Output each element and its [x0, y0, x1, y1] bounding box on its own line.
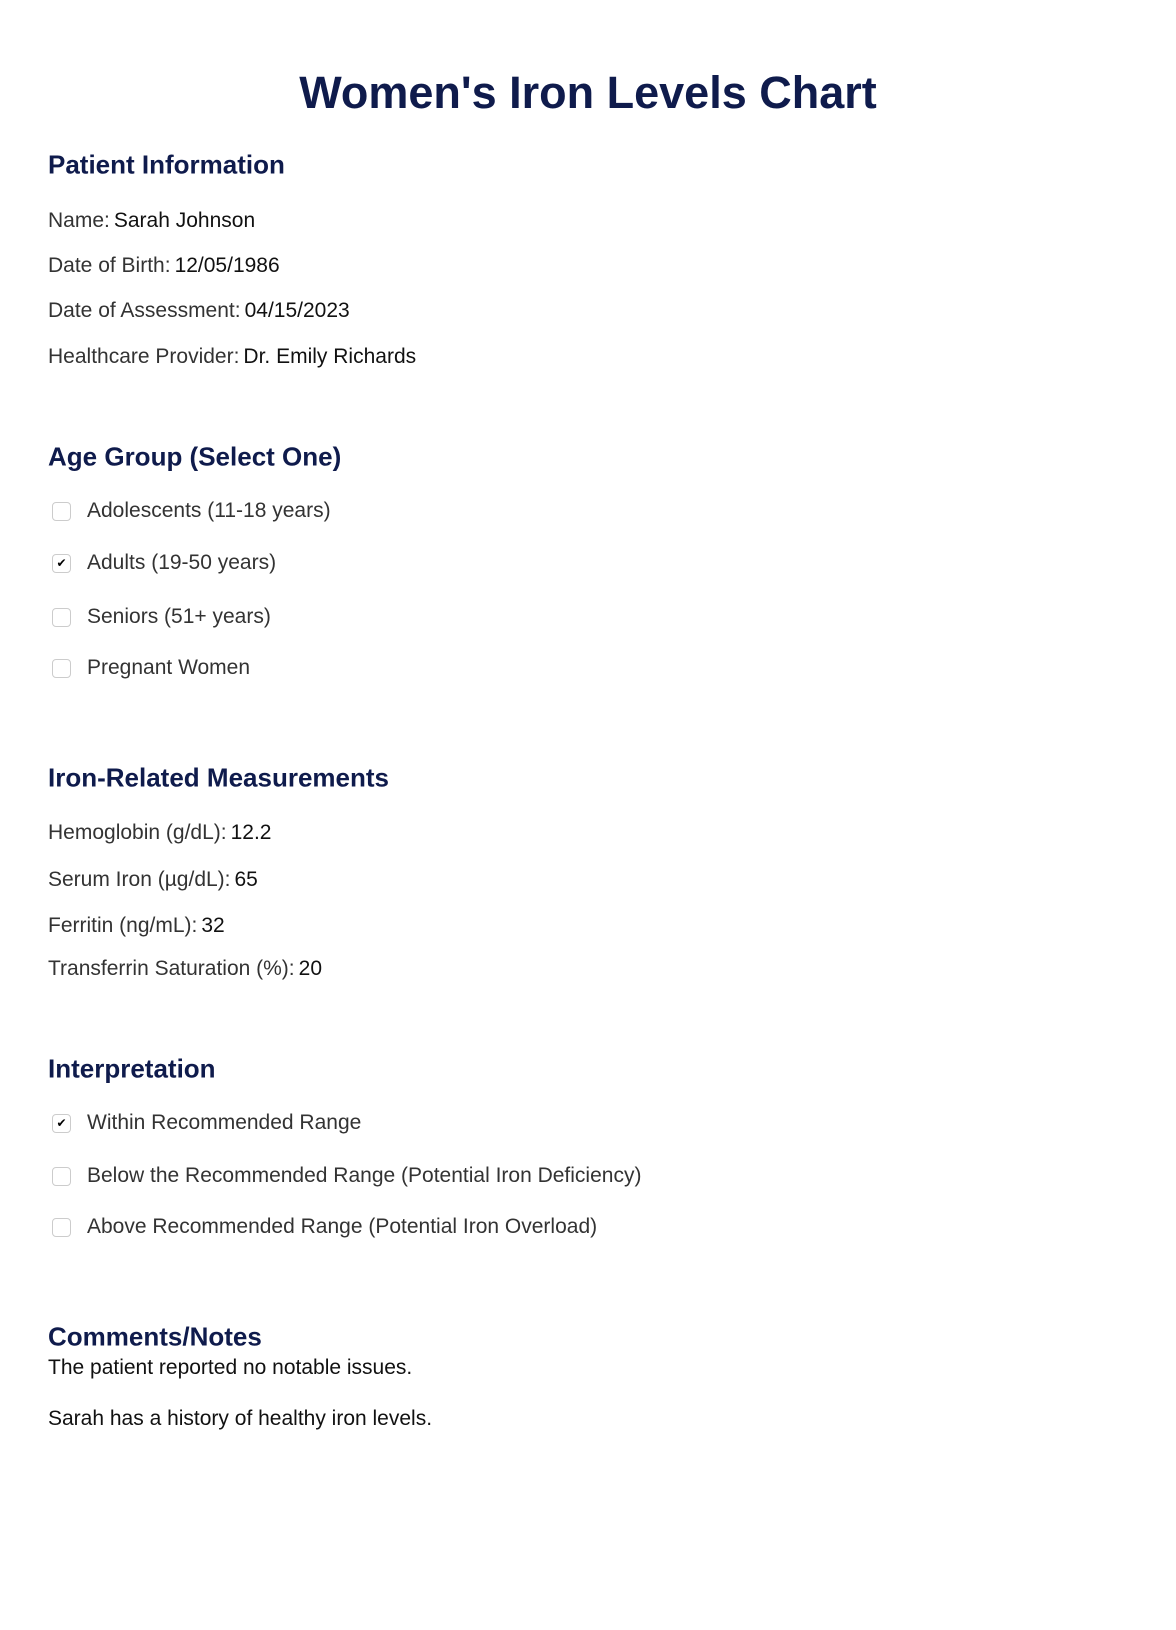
field-value[interactable]: 12.2: [230, 821, 272, 844]
check-icon: ✔: [56, 556, 67, 570]
check-icon: ✔: [56, 1116, 67, 1130]
option-label: Within Recommended Range: [87, 1111, 362, 1134]
field-serum-iron: [48, 868, 258, 892]
option-label: Below the Recommended Range (Potential Iron Deficiency): [87, 1164, 642, 1187]
age-option-pregnant[interactable]: [48, 656, 250, 680]
field-value[interactable]: 04/15/2023: [244, 299, 350, 322]
field-value[interactable]: Dr. Emily Richards: [243, 345, 417, 368]
checkbox[interactable]: [52, 608, 71, 627]
option-label: Above Recommended Range (Potential Iron Overload): [87, 1215, 598, 1238]
field-value[interactable]: 65: [234, 868, 258, 891]
comment-line[interactable]: Sarah has a history of healthy iron levels.: [48, 1407, 433, 1430]
interpretation-heading: Interpretation: [48, 1053, 216, 1084]
page-title: Women's Iron Levels Chart: [299, 67, 877, 118]
comment-line[interactable]: The patient reported no notable issues.: [48, 1356, 413, 1379]
field-dob: [48, 254, 280, 278]
checkbox-checked[interactable]: [52, 1114, 71, 1133]
field-value[interactable]: 32: [201, 914, 225, 937]
measurements-heading: Iron-Related Measurements: [48, 762, 389, 793]
option-label: Adults (19-50 years): [87, 551, 277, 574]
age-option-seniors[interactable]: [48, 605, 271, 629]
option-label: Adolescents (11-18 years): [87, 499, 331, 522]
interp-option-above[interactable]: [48, 1215, 597, 1239]
comments-heading: Comments/Notes: [48, 1321, 262, 1352]
field-label: Name:: [48, 209, 110, 232]
option-label: Seniors (51+ years): [87, 605, 271, 628]
field-label: Hemoglobin (g/dL):: [48, 821, 227, 844]
field-label: Serum Iron (µg/dL):: [48, 868, 231, 891]
field-label: Date of Assessment:: [48, 299, 241, 322]
age-option-adolescents[interactable]: [48, 499, 331, 523]
checkbox[interactable]: [52, 502, 71, 521]
checkbox[interactable]: [52, 1167, 71, 1186]
patient-info-heading: Patient Information: [48, 149, 285, 180]
field-label: Healthcare Provider:: [48, 345, 240, 368]
age-group-heading: Age Group (Select One): [48, 441, 342, 472]
field-assessment-date: [48, 299, 350, 323]
checkbox[interactable]: [52, 659, 71, 678]
option-label: Pregnant Women: [87, 656, 251, 679]
field-value[interactable]: 20: [298, 957, 322, 980]
field-label: Date of Birth:: [48, 254, 171, 277]
field-label: Transferrin Saturation (%):: [48, 957, 295, 980]
field-value[interactable]: 12/05/1986: [174, 254, 280, 277]
interp-option-below[interactable]: [48, 1164, 641, 1188]
field-ferritin: [48, 914, 225, 938]
field-transferrin: [48, 957, 322, 981]
checkbox[interactable]: [52, 1218, 71, 1237]
age-option-adults[interactable]: [48, 551, 276, 575]
field-provider: [48, 345, 416, 369]
checkbox-checked[interactable]: [52, 554, 71, 573]
field-value[interactable]: Sarah Johnson: [113, 209, 256, 232]
field-label: Ferritin (ng/mL):: [48, 914, 198, 937]
interp-option-within[interactable]: [48, 1111, 361, 1135]
field-name: [48, 209, 255, 233]
field-hemoglobin: [48, 821, 271, 845]
